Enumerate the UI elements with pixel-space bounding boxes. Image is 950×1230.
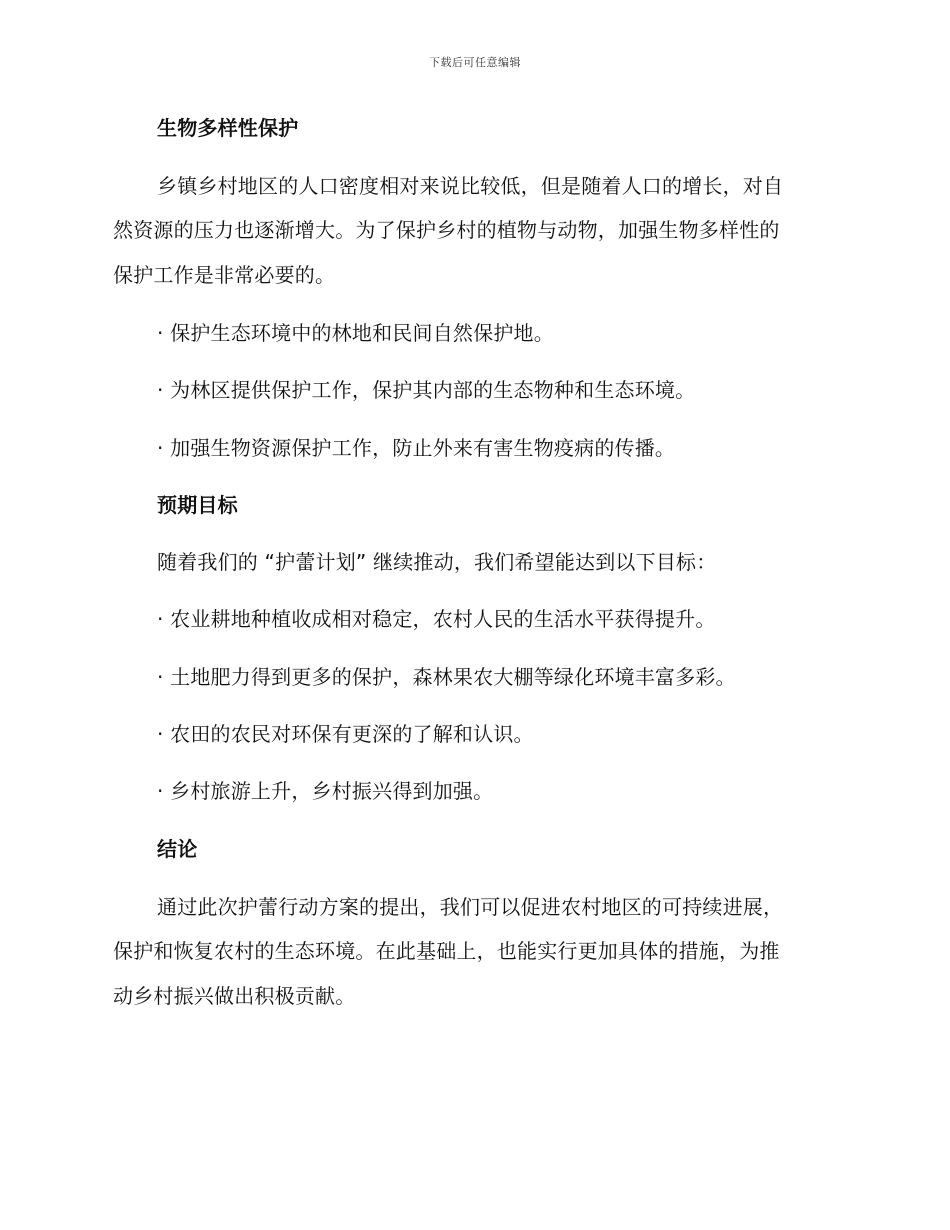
section-heading-biodiversity: 生物多样性保护	[157, 116, 299, 140]
paragraph-line: 然资源的压力也逐渐增大。为了保护乡村的植物与动物，加强生物多样性的	[113, 218, 780, 242]
section-heading-conclusion: 结论	[157, 837, 198, 861]
bullet-item: · 农田的农民对环保有更深的了解和认识。	[157, 722, 534, 746]
paragraph-line: 动乡村振兴做出积极贡献。	[113, 984, 356, 1008]
paragraph-line: 保护工作是非常必要的。	[113, 263, 336, 287]
bullet-item: · 乡村旅游上升，乡村振兴得到加强。	[157, 779, 494, 803]
paragraph-line: 乡镇乡村地区的人口密度相对来说比较低，但是随着人口的增长，对自	[157, 174, 784, 198]
bullet-item: · 保护生态环境中的林地和民间自然保护地。	[157, 321, 554, 345]
paragraph-line: 随着我们的 “护蕾计划” 继续推动，我们希望能达到以下目标：	[157, 550, 717, 574]
paragraph-line: 保护和恢复农村的生态环境。在此基础上，也能实行更加具体的措施，为推	[113, 939, 780, 963]
bullet-item: · 农业耕地种植收成相对稳定，农村人民的生活水平获得提升。	[157, 607, 716, 631]
bullet-item: · 为林区提供保护工作，保护其内部的生态物种和生态环境。	[157, 378, 696, 402]
section-heading-goals: 预期目标	[157, 493, 238, 517]
bullet-item: · 土地肥力得到更多的保护，森林果农大棚等绿化环境丰富多彩。	[157, 665, 736, 689]
paragraph-line: 通过此次护蕾行动方案的提出，我们可以促进农村地区的可持续进展，	[157, 895, 784, 919]
header-note: 下载后可任意编辑	[429, 56, 521, 69]
bullet-item: · 加强生物资源保护工作，防止外来有害生物疫病的传播。	[157, 436, 676, 460]
